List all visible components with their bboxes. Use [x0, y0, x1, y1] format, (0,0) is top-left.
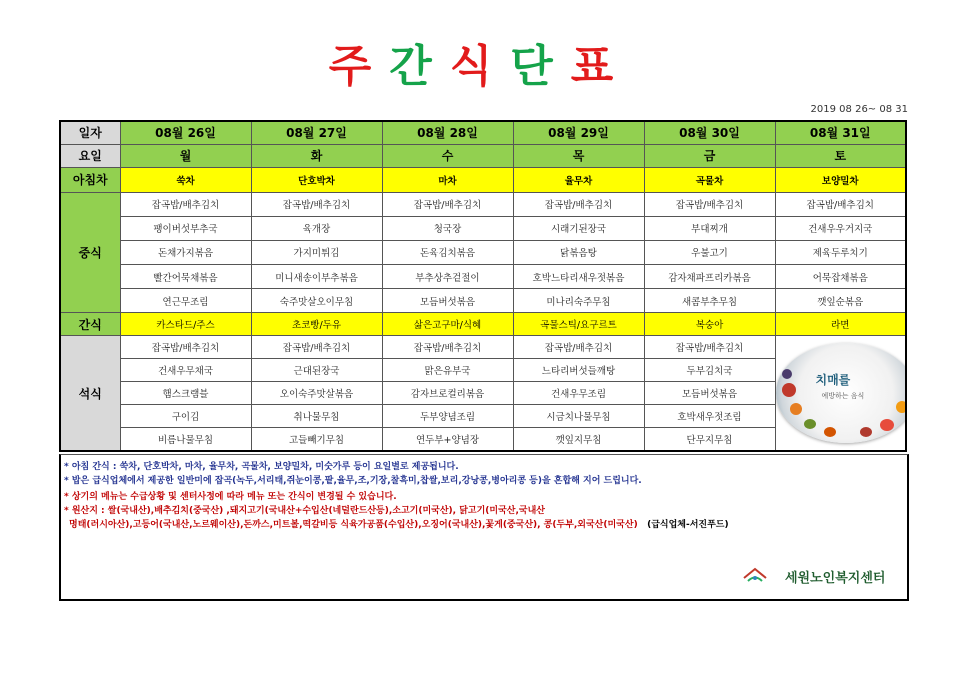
- orange-icon: [790, 403, 802, 415]
- weekly-menu-table: [59, 120, 907, 452]
- note-origin: * 원산지 : 쌀(국내산),배추김치(중국산) ,돼지고기(국내산+수입산(네덜란드산등),소고기(미국산), 닭고기(미국산,국내산: [64, 506, 545, 516]
- dinner-dish: 잡곡밥/배추김치: [382, 336, 513, 359]
- supplier-note: (급식업체-서진푸드): [647, 520, 729, 530]
- date-cell: 08월 26일: [120, 121, 251, 144]
- lunch-dish: 육개장: [251, 216, 382, 240]
- lunch-dish: 시래기된장국: [513, 216, 644, 240]
- date-cell: 08월 29일: [513, 121, 644, 144]
- lunch-label: 중식: [60, 192, 120, 312]
- apple-icon: [880, 419, 894, 431]
- lunch-dish: 가지미튀김: [251, 240, 382, 264]
- morning-tea-label: 아침차: [60, 167, 120, 192]
- dinner-dish: 근대된장국: [251, 359, 382, 382]
- snack-label: 간식: [60, 313, 120, 336]
- fruit-icon: [896, 401, 907, 413]
- dinner-dish: 건새우무채국: [120, 359, 251, 382]
- day-label: 요일: [60, 144, 120, 167]
- lunch-row: [60, 216, 906, 240]
- date-label: 일자: [60, 121, 120, 144]
- dinner-dish: 오이숙주맛살볶음: [251, 382, 382, 405]
- note-rice: * 밥은 급식업체에서 제공한 일반미에 잡곡(녹두,서리태,쥐눈이콩,팥,율무,조,기장,찰흑미,찹쌀,보리,강낭콩,병아리콩 등)을 혼합해 지어 드립니다.: [64, 476, 642, 486]
- lunch-dish: 빨간어묵채볶음: [120, 265, 251, 289]
- dinner-dish: 잡곡밥/배추김치: [251, 336, 382, 359]
- lunch-dish: 팽이버섯부추국: [120, 216, 251, 240]
- lunch-dish: 잡곡밥/배추김치: [251, 192, 382, 216]
- lunch-dish: 잡곡밥/배추김치: [120, 192, 251, 216]
- blueberry-icon: [782, 369, 792, 379]
- notes-box: [59, 454, 909, 601]
- lunch-dish: 연근무조림: [120, 289, 251, 313]
- lunch-dish: 건새우우거지국: [775, 216, 906, 240]
- date-cell: 08월 27일: [251, 121, 382, 144]
- dinner-dish: 고들빼기무침: [251, 428, 382, 451]
- greens-icon: [804, 419, 816, 429]
- date-range: 2019 08 26~ 08 31: [810, 104, 908, 115]
- day-cell: 목: [513, 144, 644, 167]
- dinner-row: [60, 336, 906, 359]
- title-char: 단: [510, 41, 571, 92]
- lunch-dish: 닭볶음탕: [513, 240, 644, 264]
- dinner-dish: 취나물무침: [251, 405, 382, 428]
- lunch-dish: 감자채파프리카볶음: [644, 265, 775, 289]
- lunch-dish: 새콤부추무침: [644, 289, 775, 313]
- tomato-icon: [782, 383, 796, 397]
- lunch-dish: 모듬버섯볶음: [382, 289, 513, 313]
- morning-tea-item: 보양밀차: [775, 167, 906, 192]
- title-char: 식: [449, 41, 511, 92]
- dinner-dish: 잡곡밥/배추김치: [120, 336, 251, 359]
- dinner-dish: 햄스크램블: [120, 382, 251, 405]
- lunch-row: [60, 265, 906, 289]
- lunch-dish: 청국장: [382, 216, 513, 240]
- date-cell: 08월 31일: [775, 121, 906, 144]
- day-cell: 토: [775, 144, 906, 167]
- lunch-dish: 미니새송이부추볶음: [251, 265, 382, 289]
- snack-item: 곡물스틱/요구르트: [513, 313, 644, 336]
- lunch-dish: 숙주맛살오이무침: [251, 289, 382, 313]
- lunch-dish: 부추상추겉절이: [382, 265, 513, 289]
- dinner-dish: 모듬버섯볶음: [644, 382, 775, 405]
- snack-row: [60, 313, 906, 336]
- note-menu-change: * 상기의 메뉴는 수급상황 및 센터사정에 따라 메뉴 또는 간식이 변경될 수 있습니다.: [64, 492, 397, 502]
- lunch-dish: 잡곡밥/배추김치: [775, 192, 906, 216]
- lunch-dish: 잡곡밥/배추김치: [644, 192, 775, 216]
- plate-subtitle: 예방하는 음식: [821, 392, 865, 401]
- lunch-dish: 돈채가지볶음: [120, 240, 251, 264]
- title-char: 주: [328, 41, 390, 92]
- day-row: [60, 144, 906, 167]
- morning-tea-item: 단호박차: [251, 167, 382, 192]
- dinner-dish: 호박새우젓조림: [644, 405, 775, 428]
- lunch-row: [60, 192, 906, 216]
- morning-tea-row: [60, 167, 906, 192]
- date-cell: 08월 30일: [644, 121, 775, 144]
- berry-icon: [860, 427, 872, 437]
- center-logo-icon: [740, 566, 770, 588]
- dinner-dish: 두부김치국: [644, 359, 775, 382]
- plate-title: 치매를: [815, 373, 851, 388]
- day-cell: 월: [120, 144, 251, 167]
- dinner-dish: 맑은유부국: [382, 359, 513, 382]
- lunch-row: [60, 240, 906, 264]
- lunch-dish: 미나리숙주무침: [513, 289, 644, 313]
- date-cell: 08월 28일: [382, 121, 513, 144]
- lunch-dish: 돈육김치볶음: [382, 240, 513, 264]
- lunch-dish: 어묵잡채볶음: [775, 265, 906, 289]
- lunch-row: [60, 289, 906, 313]
- lunch-dish: 제육두루치기: [775, 240, 906, 264]
- snack-item: 초코빵/두유: [251, 313, 382, 336]
- morning-tea-item: 쑥차: [120, 167, 251, 192]
- lunch-dish: 우불고기: [644, 240, 775, 264]
- dinner-dish: 감자브로컬리볶음: [382, 382, 513, 405]
- note-morning-snack: * 아침 간식 : 쑥차, 단호박차, 마차, 율무차, 곡물차, 보양밀차, 미숫가루 등이 요일별로 제공됩니다.: [64, 462, 459, 472]
- center-name: 세원노인복지센터: [785, 571, 886, 586]
- snack-item: 삶은고구마/식혜: [382, 313, 513, 336]
- snack-item: 카스타드/주스: [120, 313, 251, 336]
- dinner-dish: 깻잎지무침: [513, 428, 644, 451]
- dinner-dish: 단무지무침: [644, 428, 775, 451]
- note-origin-continued: [69, 517, 729, 530]
- lunch-dish: 부대찌개: [644, 216, 775, 240]
- dinner-dish: 건새우무조림: [513, 382, 644, 405]
- dinner-label: 석식: [60, 336, 120, 451]
- page-title: [0, 30, 960, 94]
- morning-tea-item: 율무차: [513, 167, 644, 192]
- day-cell: 수: [382, 144, 513, 167]
- lunch-dish: 깻잎순볶음: [775, 289, 906, 313]
- dinner-dish: 느타리버섯들깨탕: [513, 359, 644, 382]
- dinner-dish: 구이김: [120, 405, 251, 428]
- date-row: [60, 121, 906, 144]
- dinner-dish: 시금치나물무침: [513, 405, 644, 428]
- dementia-food-image: [775, 336, 906, 451]
- morning-tea-item: 마차: [382, 167, 513, 192]
- snack-item: 복숭아: [644, 313, 775, 336]
- dinner-dish: 비름나물무침: [120, 428, 251, 451]
- dinner-dish: 연두부+양념장: [382, 428, 513, 451]
- snack-item: 라면: [775, 313, 906, 336]
- lunch-dish: 호박느타리새우젓볶음: [513, 265, 644, 289]
- carrot-icon: [824, 427, 836, 437]
- lunch-dish: 잡곡밥/배추김치: [513, 192, 644, 216]
- title-char: 간: [389, 41, 450, 92]
- day-cell: 화: [251, 144, 382, 167]
- day-cell: 금: [644, 144, 775, 167]
- lunch-dish: 잡곡밥/배추김치: [382, 192, 513, 216]
- dinner-dish: 두부양념조림: [382, 405, 513, 428]
- dinner-dish: 잡곡밥/배추김치: [513, 336, 644, 359]
- plate-illustration: [776, 343, 907, 443]
- note-origin-text: 명태(러시아산),고등어(국내산,노르웨이산),돈까스,미트볼,떡갈비등 식육가공품(수입산),오징어(국내산),꽃게(중국산), 콩(두부,외국산(미국산): [69, 520, 638, 530]
- morning-tea-item: 곡물차: [644, 167, 775, 192]
- title-char: 표: [570, 41, 632, 92]
- dinner-dish: 잡곡밥/배추김치: [644, 336, 775, 359]
